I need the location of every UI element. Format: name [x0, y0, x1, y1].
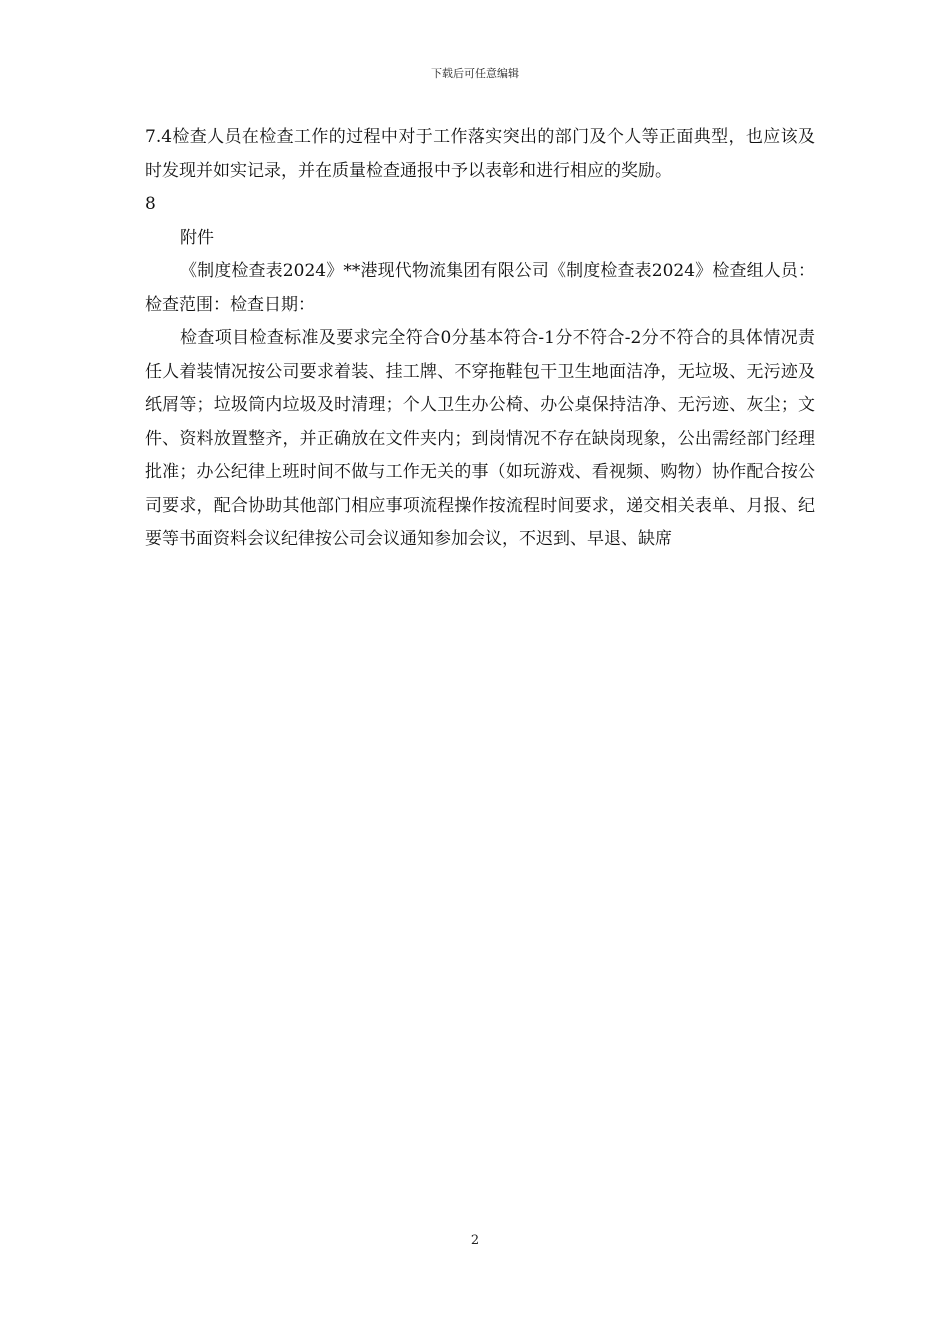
page-header-note: 下载后可任意编辑: [431, 67, 519, 80]
document-body: [145, 121, 815, 557]
paragraph-7-4: 7.4检查人员在检查工作的过程中对于工作落实突出的部门及个人等正面典型，也应该及时发现并如实记录，并在质量检查通报中予以表彰和进行相应的奖励。: [145, 127, 815, 181]
form-intro-paragraph: 《制度检查表2024》**港现代物流集团有限公司《制度检查表2024》检查组人员：检查范围：检查日期：: [145, 261, 815, 315]
section-number: 8: [145, 194, 156, 214]
page-number: 2: [470, 1233, 480, 1248]
attachment-label: 附件: [180, 227, 214, 248]
form-items-paragraph: 检查项目检查标准及要求完全符合0分基本符合-1分不符合-2分不符合的具体情况责任人着装情况按公司要求着装、挂工牌、不穿拖鞋包干卫生地面洁净，无垃圾、无污迹及纸屑等；垃圾筒内垃圾及时清理；个人卫生办公椅、办公桌保持洁净、无污迹、灰尘；文件、资料放置整齐，并正确放在文件夹内；到岗情况不存在缺岗现象，公出需经部门经理批准；办公纪律上班时间不做与工作无关的事（如玩游戏、看视频、购物）协作配合按公司要求，配合协助其他部门相应事项流程操作按流程时间要求，递交相关表单、月报、纪要等书面资料会议纪律按公司会议通知参加会议，不迟到、早退、缺席: [145, 328, 815, 549]
